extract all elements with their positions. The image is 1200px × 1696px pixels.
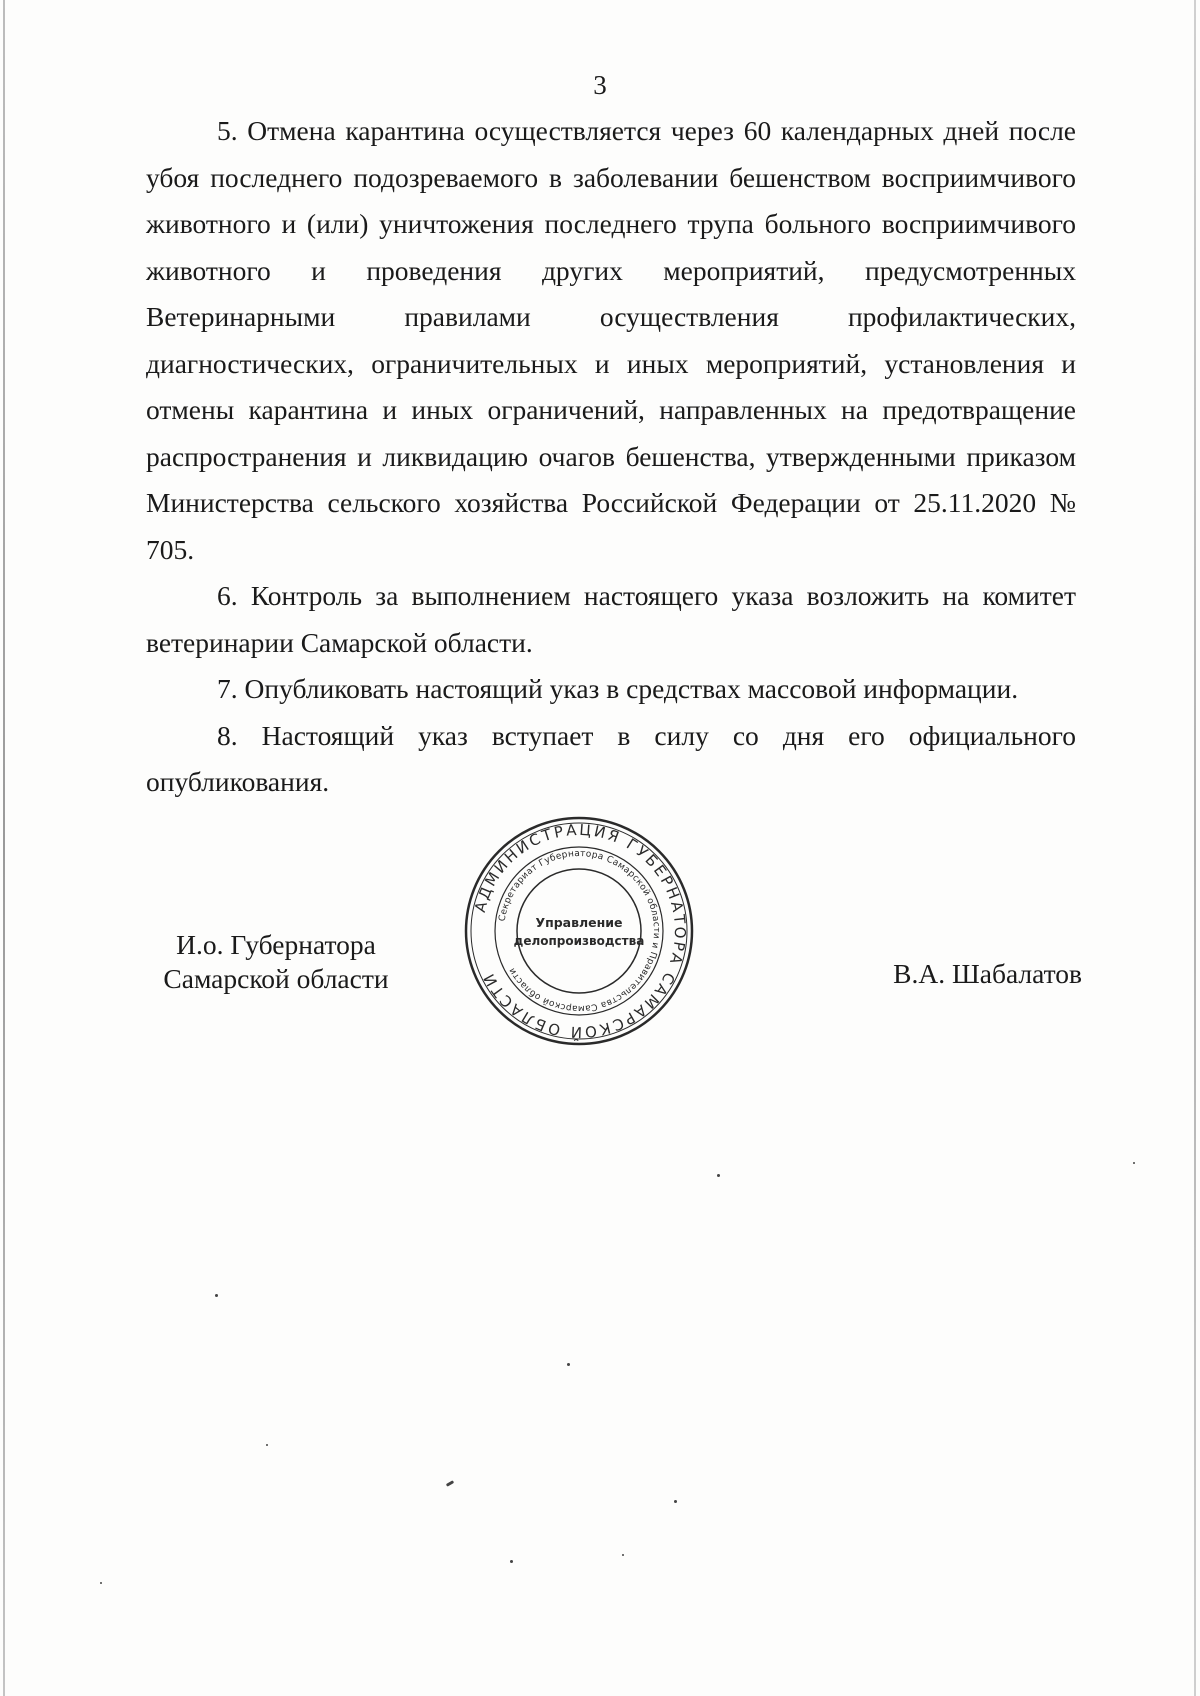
document-body — [146, 108, 1076, 806]
scan-border-right — [1194, 0, 1196, 1696]
scan-speck — [567, 1363, 570, 1366]
seal-inner-text: Секретариат Губернатора Самарской области и Правительства Самарской области — [497, 848, 662, 1014]
official-seal — [463, 815, 695, 1047]
scan-speck — [674, 1500, 677, 1503]
seal-graphic — [463, 815, 695, 1047]
paragraph-6: 6. Контроль за выполнением настоящего указа возложить на комитет ветеринарии Самарской области. — [146, 580, 1076, 658]
paragraph-5: 5. Отмена карантина осуществляется через 60 календарных дней после убоя последнего подозреваемого в заболевании бешенством восприимчивого животного и (или) уничтожения последнего трупа больного восприимчивого животного и проведения других мероприятий, предусмотренных Ветеринарными правилами осуществления профилактических, диагностических, ограничительных и иных мероприятий, установления и отмены карантина и иных ограничений, направленных на предотвращение распространения и ликвидацию очагов бешенства, утвержденными приказом Министерства сельского хозяйства Российской Федерации от 25.11.2020 № 705. — [146, 115, 1076, 565]
seal-outer-text: АДМИНИСТРАЦИЯ ГУБЕРНАТОРА САМАРСКОЙ ОБЛАСТИ — [470, 820, 690, 1042]
scan-speck — [266, 1444, 268, 1446]
scan-speck — [100, 1582, 102, 1584]
signatory-position-line1: И.о. Губернатора — [176, 929, 376, 960]
scan-speck — [622, 1554, 624, 1556]
scan-speck — [446, 1480, 454, 1487]
signatory-position — [146, 928, 406, 996]
scan-speck — [717, 1174, 720, 1177]
paragraph-8: 8. Настоящий указ вступает в силу со дня его официального опубликования. — [146, 719, 1076, 797]
seal-center-line1: Управление — [535, 915, 623, 930]
signatory-name: В.А. Шабалатов — [893, 958, 1082, 989]
seal-center-line2: делопроизводства — [513, 934, 645, 948]
scan-speck — [1133, 1162, 1135, 1164]
scan-speck — [510, 1560, 513, 1563]
scan-border-left — [3, 0, 5, 1696]
paragraph-7: 7. Опубликовать настоящий указ в средствах массовой информации. — [217, 673, 1019, 704]
scan-speck — [215, 1294, 218, 1297]
page-number: 3 — [593, 70, 607, 100]
signatory-position-line2: Самарской области — [163, 963, 389, 994]
